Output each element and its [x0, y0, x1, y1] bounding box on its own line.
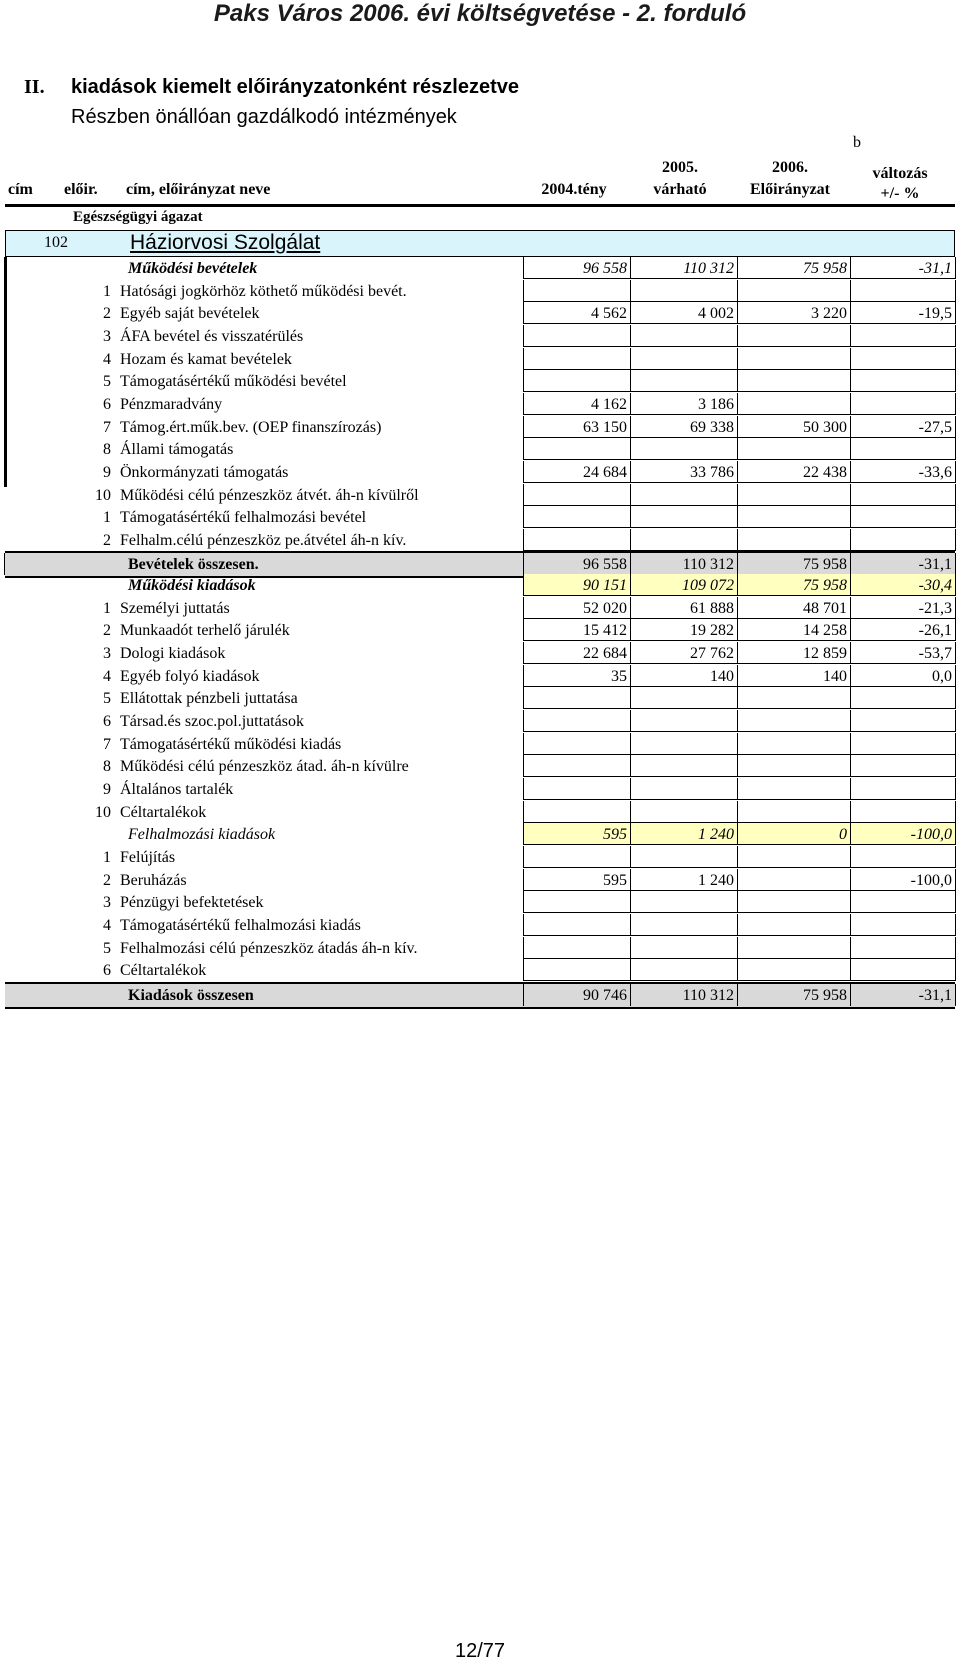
- value-cell-col3: 3 220: [737, 302, 851, 324]
- row-label: Munkaadót terhelő járulék: [120, 622, 290, 640]
- value-cell-col4: -31,1: [850, 257, 956, 279]
- row-number: 2: [103, 871, 111, 889]
- table-row: [5, 484, 955, 507]
- table-row: [5, 438, 955, 461]
- row-number: 2: [103, 531, 111, 549]
- value-cell-col4: [850, 506, 956, 528]
- value-cell-col4: [850, 393, 956, 415]
- section-title: kiadások kiemelt előirányzatonként részlezetve: [71, 76, 519, 98]
- table-row: [5, 461, 955, 484]
- header-col1: 2004.tény: [541, 181, 607, 198]
- value-cell-col2: [630, 529, 738, 551]
- value-cell-col3: [737, 370, 851, 392]
- value-cell-col1: 595: [523, 869, 631, 891]
- table-row: [5, 687, 955, 710]
- value-cell-col4: -21,3: [850, 597, 956, 619]
- value-cell-col2: [630, 959, 738, 981]
- value-cell-col4: [850, 529, 956, 551]
- value-cell-col3: [737, 529, 851, 551]
- row-number: 1: [103, 599, 111, 617]
- value-cell-col2: [630, 370, 738, 392]
- column-mark: b: [853, 134, 861, 151]
- value-cell-col2: 69 338: [630, 416, 738, 438]
- table-row: [5, 778, 955, 801]
- value-cell-col4: -53,7: [850, 642, 956, 664]
- value-cell-col1: [523, 710, 631, 732]
- row-label: Támogatásértékű felhalmozási kiadás: [120, 916, 361, 934]
- value-cell-col1: 22 684: [523, 642, 631, 664]
- row-number: 10: [95, 486, 111, 504]
- table-row: [5, 642, 955, 665]
- value-cell-col3: [737, 687, 851, 709]
- value-cell-col4: [850, 914, 956, 936]
- value-cell-col3: [737, 755, 851, 777]
- header-name: cím, előirányzat neve: [126, 181, 271, 198]
- row-label: Hatósági jogkörhöz köthető működési bevét.: [120, 282, 407, 300]
- value-cell-col1: [523, 755, 631, 777]
- value-cell-col1: [523, 438, 631, 460]
- row-number: 7: [103, 418, 111, 436]
- value-cell-col4: [850, 710, 956, 732]
- value-cell-col2: [630, 438, 738, 460]
- value-cell-col3: [737, 914, 851, 936]
- value-cell-col2: 110 312: [630, 257, 738, 279]
- value-cell-col2: 140: [630, 665, 738, 687]
- value-cell-col1: 4 562: [523, 302, 631, 324]
- row-number: 6: [103, 962, 111, 980]
- value-cell-col2: [630, 914, 738, 936]
- value-cell-col4: [850, 325, 956, 347]
- header-col4-bottom: +/- %: [880, 185, 920, 202]
- row-number: 4: [103, 667, 111, 685]
- header-col2-top: 2005.: [662, 159, 698, 176]
- value-cell-col1: 4 162: [523, 393, 631, 415]
- sector-label: Egészségügyi ágazat: [73, 209, 203, 225]
- value-cell-col1: 63 150: [523, 416, 631, 438]
- value-cell-col3: [737, 393, 851, 415]
- value-cell-col4: [850, 891, 956, 913]
- row-number: 4: [103, 350, 111, 368]
- row-label: Társad.és szoc.pol.juttatások: [120, 713, 304, 730]
- group-header-row: [5, 574, 955, 597]
- row-label: Állami támogatás: [120, 441, 234, 459]
- table-row: [5, 370, 955, 393]
- header-col2-bottom: várható: [653, 181, 707, 198]
- value-cell-col1: 595: [523, 823, 631, 845]
- table-row: [5, 280, 955, 303]
- value-cell-col2: [630, 280, 738, 302]
- value-cell-col4: -31,1: [850, 984, 956, 1006]
- value-cell-col4: [850, 959, 956, 981]
- table-row: [5, 801, 955, 824]
- value-cell-col2: 110 312: [630, 553, 738, 575]
- value-cell-col3: [737, 506, 851, 528]
- value-cell-col2: 61 888: [630, 597, 738, 619]
- table-row: [5, 733, 955, 756]
- row-label: Hozam és kamat bevételek: [120, 350, 292, 368]
- value-cell-col2: 110 312: [630, 984, 738, 1006]
- row-label: Felhalm.célú pénzeszköz pe.átvétel áh-n kív.: [120, 531, 407, 549]
- section-number: II.: [24, 76, 45, 98]
- value-cell-col4: [850, 801, 956, 823]
- value-cell-col4: [850, 755, 956, 777]
- row-label: Támogatásértékű felhalmozási bevétel: [120, 509, 367, 527]
- table-row: [5, 302, 955, 325]
- row-label: Céltartalékok: [120, 962, 207, 980]
- value-cell-col3: [737, 846, 851, 868]
- value-cell-col2: [630, 325, 738, 347]
- value-cell-col4: -27,5: [850, 416, 956, 438]
- value-cell-col4: -31,1: [850, 553, 956, 575]
- row-label: Ellátottak pénzbeli juttatása: [120, 690, 298, 708]
- header-cim: cím: [8, 181, 33, 198]
- table-row: [5, 891, 955, 914]
- value-cell-col1: 96 558: [523, 257, 631, 279]
- value-cell-col1: [523, 733, 631, 755]
- table-row: [5, 937, 955, 960]
- row-label: Dologi kiadások: [120, 645, 226, 663]
- value-cell-col4: [850, 937, 956, 959]
- value-cell-col1: [523, 778, 631, 800]
- row-number: 9: [103, 463, 111, 481]
- value-cell-col3: [737, 733, 851, 755]
- header-divider: [5, 204, 955, 207]
- row-label: Pénzügyi befektetések: [120, 894, 264, 912]
- value-cell-col4: [850, 687, 956, 709]
- row-number: 5: [103, 939, 111, 957]
- group-label: Felhalmozási kiadások: [128, 826, 276, 844]
- value-cell-col1: [523, 914, 631, 936]
- table-row: [5, 506, 955, 529]
- value-cell-col4: -30,4: [850, 574, 956, 596]
- section-subtitle: Részben önállóan gazdálkodó intézmények: [71, 106, 457, 128]
- value-cell-col4: [850, 280, 956, 302]
- row-label: Támogatásértékű működési kiadás: [120, 735, 342, 753]
- row-number: 7: [103, 735, 111, 753]
- group-header-row: [5, 823, 955, 846]
- row-label: Támogatásértékű működési bevétel: [120, 373, 347, 391]
- value-cell-col4: [850, 438, 956, 460]
- value-cell-col3: [737, 778, 851, 800]
- value-cell-col4: [850, 484, 956, 506]
- total-label: Bevételek összesen.: [128, 556, 259, 574]
- value-cell-col3: 140: [737, 665, 851, 687]
- value-cell-col2: 4 002: [630, 302, 738, 324]
- value-cell-col1: [523, 801, 631, 823]
- value-cell-col1: [523, 370, 631, 392]
- row-number: 9: [103, 780, 111, 798]
- value-cell-col1: 35: [523, 665, 631, 687]
- value-cell-col2: [630, 778, 738, 800]
- row-label: Személyi juttatás: [120, 599, 230, 617]
- value-cell-col2: 1 240: [630, 823, 738, 845]
- row-label: Beruházás: [120, 871, 187, 889]
- row-number: 3: [103, 327, 111, 345]
- page-title: Paks Város 2006. évi költségvetése - 2. forduló: [213, 0, 747, 27]
- value-cell-col1: [523, 937, 631, 959]
- row-number: 1: [103, 282, 111, 300]
- value-cell-col1: 90 746: [523, 984, 631, 1006]
- row-label: Általános tartalék: [120, 780, 234, 798]
- value-cell-col1: [523, 280, 631, 302]
- value-cell-col2: 19 282: [630, 619, 738, 641]
- value-cell-col1: [523, 506, 631, 528]
- value-cell-col3: [737, 891, 851, 913]
- value-cell-col1: 52 020: [523, 597, 631, 619]
- value-cell-col1: [523, 846, 631, 868]
- row-label: Felújítás: [120, 848, 176, 866]
- value-cell-col2: 33 786: [630, 461, 738, 483]
- row-number: 10: [95, 803, 111, 821]
- value-cell-col4: -100,0: [850, 823, 956, 845]
- value-cell-col3: 75 958: [737, 984, 851, 1006]
- value-cell-col3: [737, 801, 851, 823]
- row-label: Egyéb folyó kiadások: [120, 667, 260, 685]
- value-cell-col4: -26,1: [850, 619, 956, 641]
- row-number: 4: [103, 916, 111, 934]
- row-label: Egyéb saját bevételek: [120, 305, 260, 323]
- value-cell-col3: 50 300: [737, 416, 851, 438]
- table-row: [5, 755, 955, 778]
- row-label: Felhalmozási célú pénzeszköz átadás áh-n kív.: [120, 939, 418, 957]
- table-row: [5, 710, 955, 733]
- value-cell-col4: -19,5: [850, 302, 956, 324]
- unit-row: [5, 230, 955, 257]
- page-number: 12/77: [454, 1640, 506, 1662]
- total-row: [5, 982, 955, 1009]
- row-number: 2: [103, 622, 111, 640]
- header-eloir: előir.: [64, 181, 98, 198]
- value-cell-col2: [630, 846, 738, 868]
- value-cell-col1: [523, 959, 631, 981]
- value-cell-col2: [630, 710, 738, 732]
- value-cell-col3: 22 438: [737, 461, 851, 483]
- header-col3-bottom: Előirányzat: [750, 181, 830, 198]
- value-cell-col2: [630, 755, 738, 777]
- value-cell-col3: [737, 438, 851, 460]
- value-cell-col4: 0,0: [850, 665, 956, 687]
- value-cell-col1: [523, 325, 631, 347]
- value-cell-col2: [630, 733, 738, 755]
- row-number: 2: [103, 305, 111, 323]
- value-cell-col1: 90 151: [523, 574, 631, 596]
- value-cell-col2: [630, 891, 738, 913]
- value-cell-col4: [850, 846, 956, 868]
- value-cell-col3: 75 958: [737, 574, 851, 596]
- table-row: [5, 846, 955, 869]
- value-cell-col3: [737, 710, 851, 732]
- value-cell-col3: [737, 937, 851, 959]
- header-col3-top: 2006.: [772, 159, 808, 176]
- value-cell-col2: 109 072: [630, 574, 738, 596]
- value-cell-col1: 24 684: [523, 461, 631, 483]
- value-cell-col3: [737, 325, 851, 347]
- value-cell-col4: -100,0: [850, 869, 956, 891]
- row-number: 6: [103, 713, 111, 730]
- row-number: 3: [103, 894, 111, 912]
- table-row: [5, 619, 955, 642]
- row-number: 8: [103, 758, 111, 776]
- value-cell-col3: 12 859: [737, 642, 851, 664]
- table-row: [5, 416, 955, 439]
- table-row: [5, 869, 955, 892]
- value-cell-col3: 0: [737, 823, 851, 845]
- row-label: Működési célú pénzeszköz átvét. áh-n kívülről: [120, 486, 419, 504]
- total-label: Kiadások összesen: [128, 986, 254, 1004]
- table-row: [5, 393, 955, 416]
- value-cell-col4: [850, 348, 956, 370]
- value-cell-col1: [523, 348, 631, 370]
- value-cell-col2: [630, 801, 738, 823]
- value-cell-col1: 96 558: [523, 553, 631, 575]
- table-row: [5, 665, 955, 688]
- value-cell-col1: [523, 891, 631, 913]
- row-number: 5: [103, 373, 111, 391]
- row-number: 1: [103, 848, 111, 866]
- value-cell-col4: [850, 778, 956, 800]
- row-number: 6: [103, 395, 111, 413]
- value-cell-col3: 48 701: [737, 597, 851, 619]
- value-cell-col3: 14 258: [737, 619, 851, 641]
- table-row: [5, 325, 955, 348]
- row-label: Céltartalékok: [120, 803, 207, 821]
- value-cell-col2: [630, 348, 738, 370]
- value-cell-col4: [850, 370, 956, 392]
- table-row: [5, 914, 955, 937]
- value-cell-col1: 15 412: [523, 619, 631, 641]
- header-col4-top: változás: [872, 165, 928, 182]
- value-cell-col3: [737, 869, 851, 891]
- group-label: Működési bevételek: [128, 260, 258, 277]
- value-cell-col3: [737, 484, 851, 506]
- table-row: [5, 959, 955, 982]
- value-cell-col2: [630, 687, 738, 709]
- table-row: [5, 597, 955, 620]
- row-number: 8: [103, 441, 111, 459]
- value-cell-col1: [523, 687, 631, 709]
- value-cell-col3: [737, 959, 851, 981]
- value-cell-col2: [630, 937, 738, 959]
- value-cell-col1: [523, 529, 631, 551]
- row-label: Pénzmaradvány: [120, 395, 223, 413]
- value-cell-col2: [630, 506, 738, 528]
- value-cell-col4: -33,6: [850, 461, 956, 483]
- value-cell-col1: [523, 484, 631, 506]
- row-number: 3: [103, 645, 111, 663]
- row-label: Önkormányzati támogatás: [120, 463, 289, 481]
- row-number: 5: [103, 690, 111, 708]
- row-label: Támog.ért.műk.bev. (OEP finanszírozás): [120, 418, 382, 436]
- unit-name: Háziorvosi Szolgálat: [130, 231, 321, 254]
- value-cell-col3: [737, 348, 851, 370]
- value-cell-col2: 3 186: [630, 393, 738, 415]
- group-label: Működési kiadások: [128, 577, 256, 595]
- table-row: [5, 348, 955, 371]
- unit-code: 102: [44, 234, 68, 251]
- value-cell-col2: 27 762: [630, 642, 738, 664]
- value-cell-col2: [630, 484, 738, 506]
- table-row: [5, 529, 955, 552]
- group-header-row: [5, 257, 955, 280]
- row-number: 1: [103, 509, 111, 527]
- row-label: Működési célú pénzeszköz átad. áh-n kívülre: [120, 758, 409, 776]
- value-cell-col3: 75 958: [737, 257, 851, 279]
- value-cell-col4: [850, 733, 956, 755]
- value-cell-col3: [737, 280, 851, 302]
- value-cell-col2: 1 240: [630, 869, 738, 891]
- row-label: ÁFA bevétel és visszatérülés: [120, 327, 304, 345]
- value-cell-col3: 75 958: [737, 553, 851, 575]
